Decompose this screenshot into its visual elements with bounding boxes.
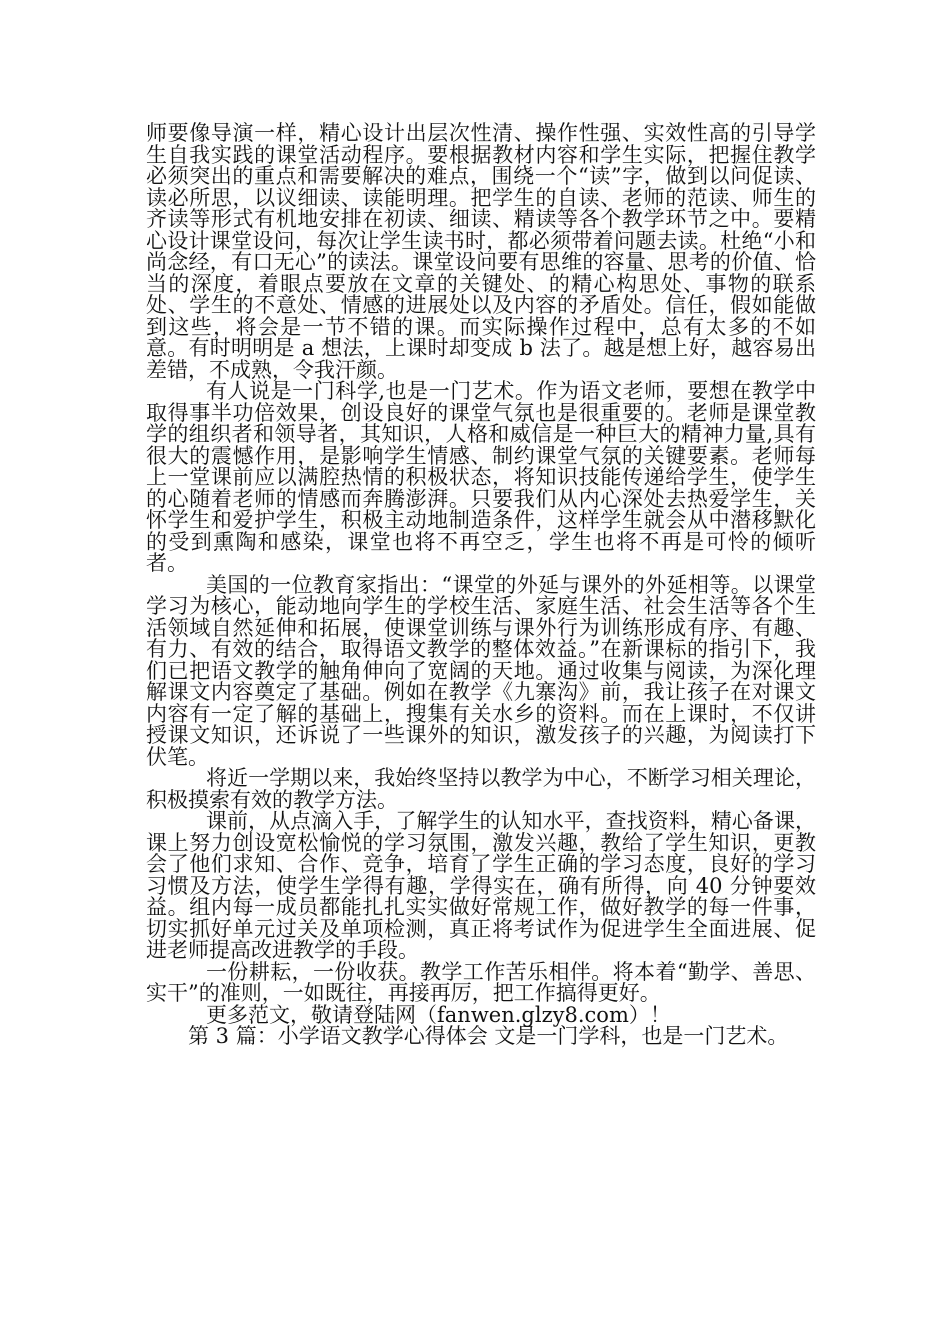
paragraph-4: 将近一学期以来，我始终坚持以教学为中心，不断学习相关理论，积极摸索有效的教学方法。 <box>146 766 816 812</box>
next-article-heading: 第 3 篇：小学语文教学心得体会 文是一门学科，也是一门艺术。 <box>188 1024 789 1048</box>
paragraph-1: 师要像导演一样，精心设计出层次性清、操作性强、实效性高的引导学生自我实践的课堂活动程序。要根据教材内容和学生实际，把握住教学必须突出的重点和需要解决的难点，围绕一个“读”字，做到以问促读、读必所思，以议细读、读能明理。把学生的自读、老师的范读、师生的齐读等形式有机地安排在初读、细读、精读等各个教学环节之中。要精心设计课堂设问，每次让学生读书时，都必须带着问题去读。杜绝“小和尚念经，有口无心”的读法。课堂设问要有思维的容量、思考的价值、恰当的深度，着眼点要放在文章的关键处、的精心构思处、事物的联系处、学生的不意处、情感的进展处以及内容的矛盾处。信任，假如能做到这些，将会是一节不错的课。而实际操作过程中，总有太多的不如意。有时明明是 a 想法，上课时却变成 b 法了。越是想上好，越容易出差错，不成熟，令我汗颜。 <box>146 121 816 382</box>
paragraph-2: 有人说是一门科学,也是一门艺术。作为语文老师，要想在教学中取得事半功倍效果，创设良好的课堂气氛也是很重要的。老师是课堂教学的组织者和领导者，其知识，人格和威信是一种巨大的精神力量,具有很大的震憾作用，是影响学生情感、制约课堂气氛的关键要素。老师每上一堂课前应以满腔热情的积极状态，将知识技能传递给学生，使学生的心随着老师的情感而奔腾澎湃。只要我们从内心深处去热爱学生，关怀学生和爱护学生，积极主动地制造条件，这样学生就会从中潜移默化的受到熏陶和感染，课堂也将不再空乏，学生也将不再是可怜的倾听者。 <box>146 379 816 575</box>
more-samples-notice: 更多范文，敬请登陆网（fanwen.glzy8.com）！ <box>206 1002 671 1027</box>
paragraph-5: 课前，从点滴入手，了解学生的认知水平，查找资料，精心备课，课上努力创设宽松愉悦的学习氛围，激发兴趣，教给了学生知识，更教会了他们求知、合作、竞争，培育了学生正确的学习态度，良好的学习习惯及方法，使学生学得有趣，学得实在，确有所得，向 40 分钟要效益。组内每一成员都能扎扎实实做好常规工作，做好教学的每一件事，切实抓好单元过关及单项检测，真正将考试作为促进学生全面进展、促进老师提高改进教学的手段。 <box>146 809 816 962</box>
paragraph-3: 美国的一位教育家指出：“课堂的外延与课外的外延相等。以课堂学习为核心，能动地向学生的学校生活、家庭生活、社会生活等各个生活领域自然延伸和拓展，使课堂训练与课外行为训练形成有序、有趣、有力、有效的结合，取得语文教学的整体效益。”在新课标的指引下，我们已把语文教学的触角伸向了宽阔的天地。通过收集与阅读，为深化理解课文内容奠定了基础。例如在教学《九寨沟》前，我让孩子在对课文内容有一定了解的基础上，搜集有关水乡的资料。而在上课时，不仅讲授课文知识，还诉说了一些课外的知识，激发孩子的兴趣，为阅读打下伏笔。 <box>146 572 816 769</box>
paragraph-6: 一份耕耘，一份收获。教学工作苦乐相伴。将本着“勤学、善思、实干”的准则，一如既往，再接再厉，把工作搞得更好。 <box>146 959 816 1005</box>
document-body <box>146 123 816 1048</box>
